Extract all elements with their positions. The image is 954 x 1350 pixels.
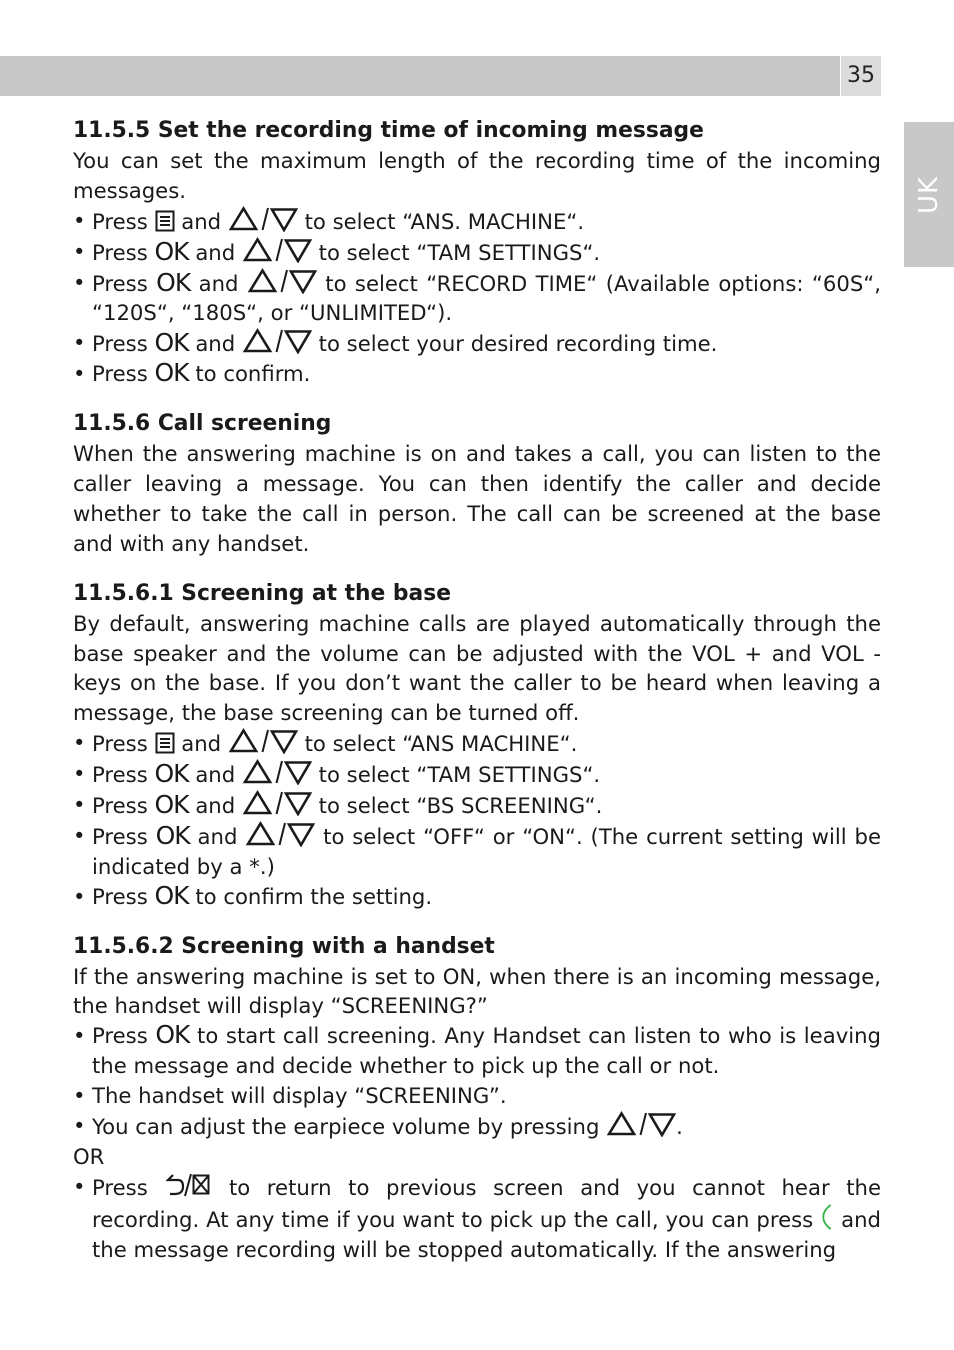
- up-down-arrow-icon: [228, 728, 298, 754]
- list-item: • Press OK to confirm.: [73, 359, 881, 389]
- section-heading-11-5-6-1: 11.5.6.1 Screening at the base: [73, 580, 451, 606]
- list-item: • Press and to select “ANS. MACHINE“.: [73, 206, 881, 237]
- section-heading-11-5-5: 11.5.5 Set the recording time of incoming message: [73, 118, 704, 143]
- up-down-arrow-icon: [242, 237, 312, 263]
- up-down-arrow-icon: [242, 759, 312, 785]
- list-item: • Press OK and to select “RECORD TIME“ (Available options: “60S“, “120S“, “180S“, or “UNLIMITED“).: [73, 268, 881, 329]
- list-item: • Press OK to confirm the setting.: [73, 882, 881, 912]
- up-down-arrow-icon: [245, 821, 315, 847]
- talk-handset-icon: [820, 1203, 834, 1231]
- ok-key-icon: OK: [154, 790, 189, 820]
- list-item: • Press to return to previous screen and you cannot hear the recording. At any time if you want to pick up the call, you can press and the message recording will be stopped automatically. If the answering: [73, 1172, 881, 1265]
- ok-key-icon: OK: [156, 267, 191, 297]
- ok-key-icon: OK: [154, 880, 189, 910]
- section-heading-11-5-6: 11.5.6 Call screening: [73, 411, 332, 437]
- up-down-arrow-icon: [242, 790, 312, 816]
- up-down-arrow-icon: [606, 1111, 676, 1137]
- list-item: • Press OK and to select “TAM SETTINGS“.: [73, 237, 881, 268]
- menu-key-icon: [155, 210, 175, 232]
- language-tab-label: UK: [914, 175, 944, 214]
- section-intro: If the answering machine is set to ON, when there is an incoming message, the handset will display “SCREENING?”: [73, 963, 881, 1019]
- manual-content: [73, 116, 881, 1265]
- up-down-arrow-icon: [247, 268, 317, 294]
- menu-key-icon: [155, 732, 175, 754]
- section-heading-11-5-6-2: 11.5.6.2 Screening with a handset: [73, 933, 495, 959]
- up-down-arrow-icon: [228, 206, 298, 232]
- list-item: • You can adjust the earpiece volume by pressing .: [73, 1111, 881, 1142]
- or-label: OR: [73, 1144, 105, 1169]
- section-intro: By default, answering machine calls are played automatically through the base speaker and the volume can be adjusted with the VOL + and VOL - keys on the base. If you don’t want the caller to be heard when leaving a message, the base screening can be turned off.: [73, 610, 881, 726]
- up-down-arrow-icon: [242, 328, 312, 354]
- ok-key-icon: OK: [155, 820, 190, 850]
- ok-key-icon: OK: [154, 236, 189, 266]
- list-item: • Press OK and to select “BS SCREENING“.: [73, 790, 881, 821]
- header-bar: [0, 56, 840, 96]
- list-item: • Press and to select “ANS MACHINE“.: [73, 728, 881, 759]
- back-clear-icon: [164, 1172, 212, 1198]
- list-item: • Press OK and to select “OFF“ or “ON“. (The current setting will be indicated by a *.): [73, 821, 881, 882]
- ok-key-icon: OK: [155, 1020, 190, 1050]
- ok-key-icon: OK: [154, 328, 189, 358]
- list-item: • Press OK and to select “TAM SETTINGS“.: [73, 759, 881, 790]
- page-number: 35: [841, 56, 881, 96]
- ok-key-icon: OK: [154, 759, 189, 789]
- list-item: • Press OK and to select your desired recording time.: [73, 328, 881, 359]
- language-tab: [904, 122, 954, 267]
- section-intro: You can set the maximum length of the recording time of the incoming messages.: [73, 147, 881, 203]
- list-item: • The handset will display “SCREENING”.: [73, 1081, 881, 1111]
- list-item: • Press OK to start call screening. Any Handset can listen to who is leaving the message and decide whether to pick up the call or not.: [73, 1021, 881, 1081]
- ok-key-icon: OK: [154, 358, 189, 388]
- section-intro: When the answering machine is on and takes a call, you can listen to the caller leaving a message. You can then identify the caller and decide whether to take the call in person. The call can be screened at the base and with any handset.: [73, 441, 881, 556]
